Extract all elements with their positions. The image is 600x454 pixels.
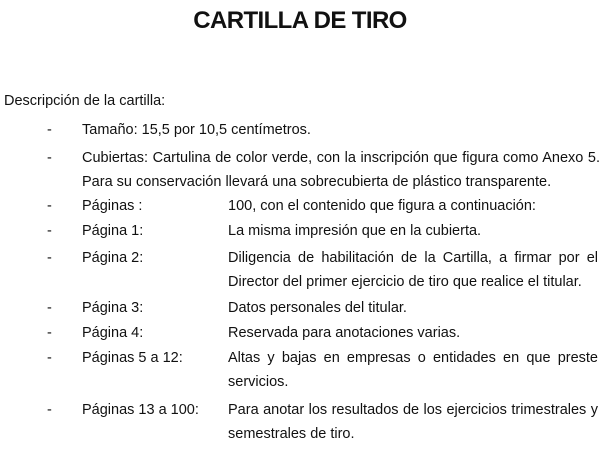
item-label: Página 3:: [82, 300, 144, 316]
item-label: Páginas :: [82, 198, 143, 214]
item-label: Cubiertas: Cartulina de color verde, con la inscripción que figura como Anexo 5.: [82, 150, 600, 166]
item-content: [228, 398, 598, 446]
item-label: Páginas 13 a 100:: [82, 402, 199, 418]
item-label-continuation: Para su conservación llevará una sobrecubierta de plástico transparente.: [82, 174, 552, 190]
description-heading: Descripción de la cartilla:: [4, 93, 166, 109]
item-content: [228, 194, 598, 218]
document-title: CARTILLA DE TIRO: [193, 7, 407, 34]
list-dash: -: [47, 122, 52, 138]
item-content-line: Para anotar los resultados de los ejercicios trimestrales y: [228, 402, 598, 418]
item-content: [228, 346, 598, 394]
item-content-line: Datos personales del titular.: [228, 300, 407, 316]
item-content: [228, 246, 598, 294]
item-label: Páginas 5 a 12:: [82, 350, 183, 366]
list-dash: -: [47, 300, 52, 316]
item-content-line: Altas y bajas en empresas o entidades en que preste: [228, 350, 598, 366]
item-content-line: servicios.: [228, 374, 289, 390]
item-content-line: Director del primer ejercicio de tiro que realice el titular.: [228, 274, 582, 290]
list-dash: -: [47, 402, 52, 418]
list-dash: -: [47, 250, 52, 266]
item-content: [228, 321, 598, 345]
item-label: Página 2:: [82, 250, 144, 266]
list-dash: -: [47, 198, 52, 214]
list-dash: -: [47, 325, 52, 341]
item-content: [228, 296, 598, 320]
list-dash: -: [47, 223, 52, 239]
list-dash: -: [47, 350, 52, 366]
item-content-line: Diligencia de habilitación de la Cartilla, a firmar por el: [228, 250, 598, 266]
item-label: Tamaño: 15,5 por 10,5 centímetros.: [82, 122, 311, 138]
item-content-line: 100, con el contenido que figura a continuación:: [228, 198, 536, 214]
item-text-block: [82, 146, 600, 194]
item-content-line: semestrales de tiro.: [228, 426, 355, 442]
item-content-line: Reservada para anotaciones varias.: [228, 325, 461, 341]
list-dash: -: [47, 150, 52, 166]
item-label: Página 4:: [82, 325, 144, 341]
item-label: Página 1:: [82, 223, 144, 239]
item-content: [228, 219, 598, 243]
item-content-line: La misma impresión que en la cubierta.: [228, 223, 482, 239]
